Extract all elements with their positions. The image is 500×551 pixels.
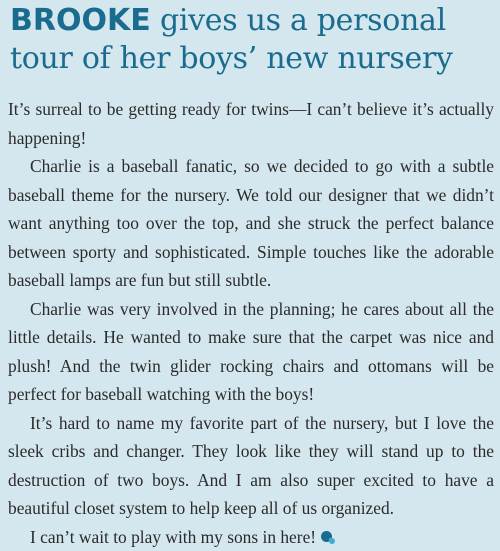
- article-body: [8, 95, 494, 551]
- paragraph-2: Charlie is a baseball fanatic, so we decided to go with a subtle baseball theme for the nursery. We told our designer that we didn’t want anything too over the top, and she struck the perfect balance between sporty and sophisticated. Simple touches like the adorable baseball lamps are fun but still subtle.: [8, 152, 494, 295]
- paragraph-3: Charlie was very involved in the planning; he cares about all the little details. He wanted to make sure that the carpet was nice and plush! And the twin glider rocking chairs and ottomans will be perfect for baseball watching with the boys!: [8, 295, 494, 409]
- paragraph-1: It’s surreal to be getting ready for twins—I can’t believe it’s actually happening!: [8, 95, 494, 152]
- headline-text: gives us a personal tour of her boys’ new nursery: [10, 3, 453, 76]
- paragraph-4: It’s hard to name my favorite part of the nursery, but I love the sleek cribs and changer. They look like they will stand up to the destruction of two boys. And I am also super excited to have a beautiful closet system to help keep all of us organized.: [8, 409, 494, 523]
- closing-sentence: I can’t wait to play with my sons in here!: [30, 527, 316, 547]
- headline: [10, 2, 494, 78]
- headline-name: BROOKE: [10, 3, 151, 38]
- paragraph-5: [8, 523, 494, 551]
- end-of-article-mark-icon: [321, 531, 334, 544]
